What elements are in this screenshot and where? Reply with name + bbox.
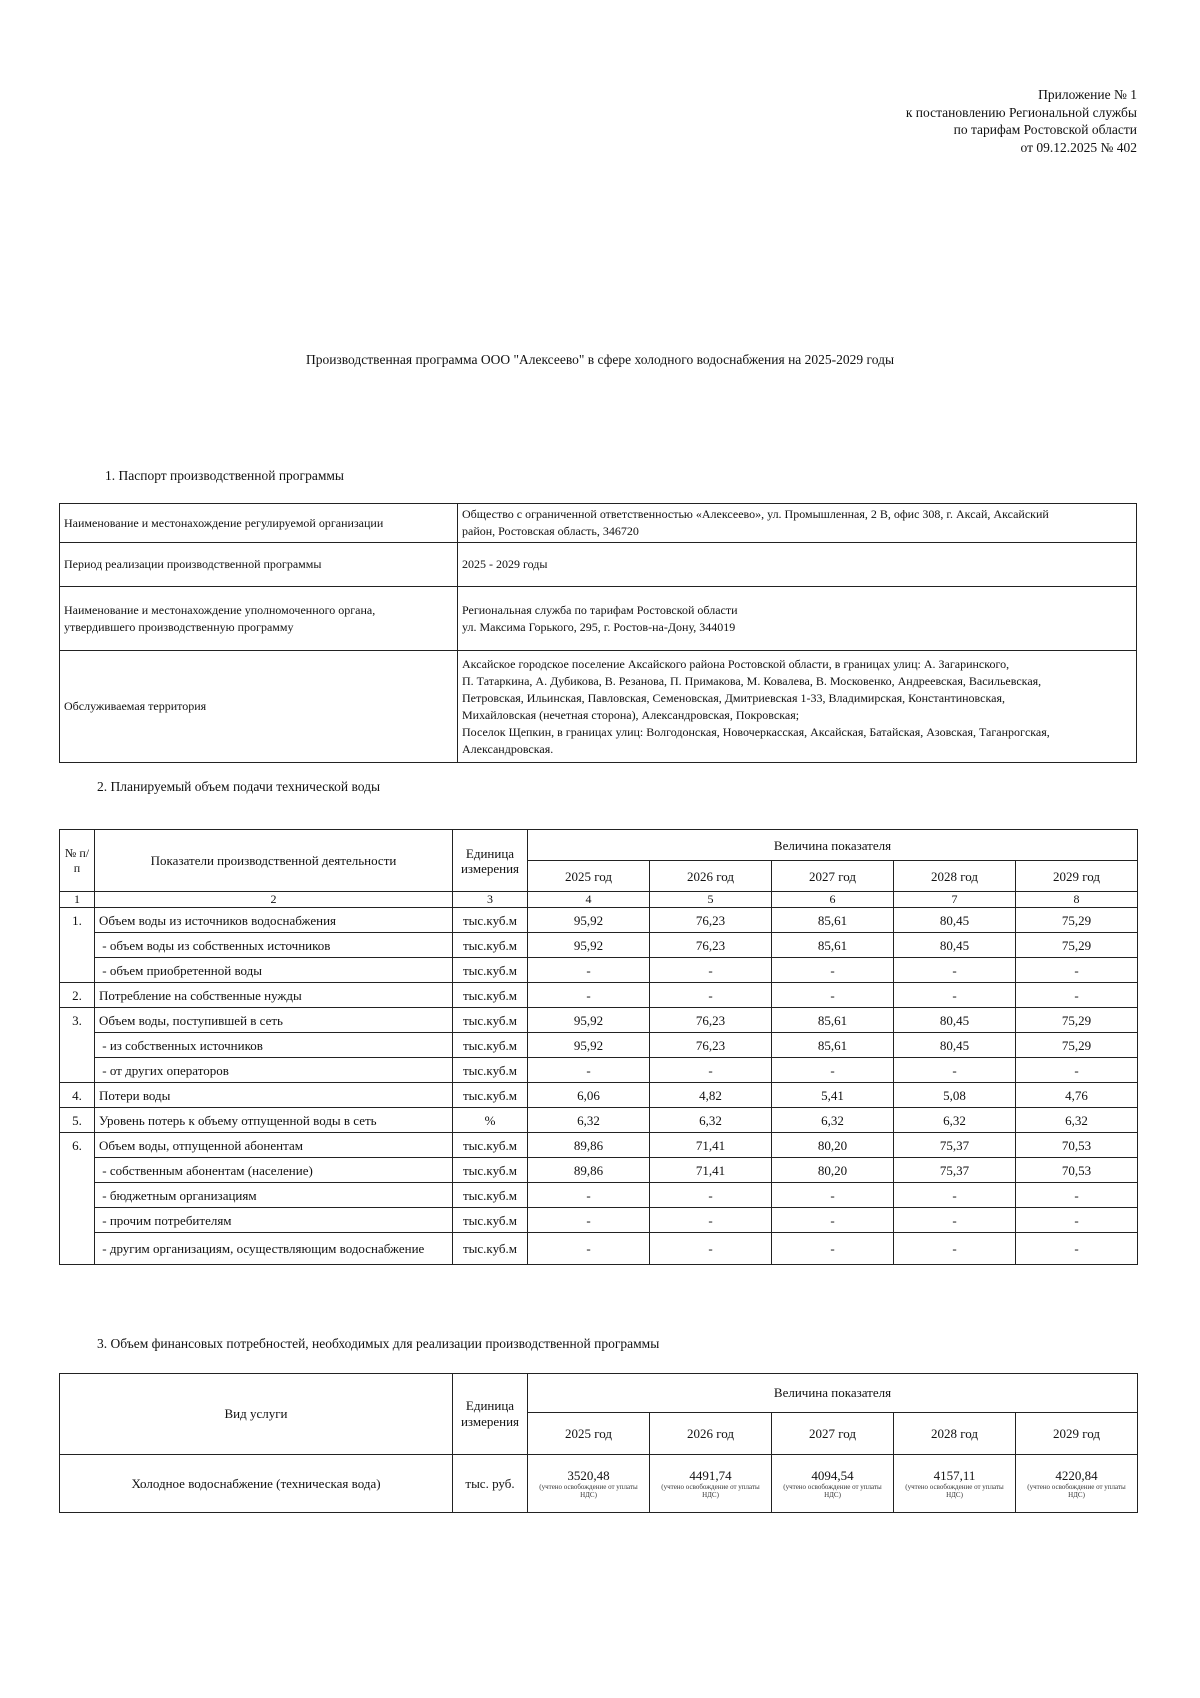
column-number: 2: [95, 892, 453, 908]
row-value: 71,41: [650, 1133, 772, 1158]
row-value: 75,29: [1016, 908, 1138, 933]
row-indicator: - объем воды из собственных источников: [95, 933, 453, 958]
row-unit: тыс.куб.м: [453, 1158, 528, 1183]
passport-table: [59, 503, 1137, 763]
document-title: Производственная программа ООО "Алексеево" в сфере холодного водоснабжения на 2025-2029 годы: [305, 352, 895, 367]
row-value: 70,53: [1016, 1133, 1138, 1158]
row-value: 80,45: [894, 933, 1016, 958]
row-value: -: [894, 1058, 1016, 1083]
row-value: -: [894, 1208, 1016, 1233]
column-number: 7: [894, 892, 1016, 908]
finance-header-row: [60, 1374, 1138, 1413]
finance-note: (учтено освобождение от уплаты НДС): [661, 1483, 760, 1499]
finance-note: (учтено освобождение от уплаты НДС): [1027, 1483, 1126, 1499]
col-indicator-header: Показатели производственной деятельности: [95, 830, 453, 892]
table-row: [60, 933, 1138, 958]
row-value: 89,86: [528, 1133, 650, 1158]
row-value: -: [1016, 1208, 1138, 1233]
passport-value-line: Петровская, Ильинская, Павловская, Семеновская, Дмитриевская 1-33, Владимирская, Константиновская,: [462, 690, 1005, 705]
row-value: 75,29: [1016, 933, 1138, 958]
row-indicator: Потери воды: [95, 1083, 453, 1108]
row-value: -: [650, 983, 772, 1008]
passport-value-line: Аксайское городское поселение Аксайского района Ростовской области, в границах улиц: А. Загаринского,: [462, 656, 1010, 671]
approval-line-2: к постановлению Региональной службы: [905, 104, 1137, 120]
row-indicator: - собственным абонентам (население): [95, 1158, 453, 1183]
table-row: [60, 1158, 1138, 1183]
header-row: [60, 830, 1138, 861]
passport-value: [458, 504, 1137, 543]
row-value: -: [1016, 983, 1138, 1008]
row-unit: тыс.куб.м: [453, 1058, 528, 1083]
col-num-header: № п/п: [60, 830, 95, 892]
row-value: -: [528, 1208, 650, 1233]
passport-row: [60, 587, 1137, 651]
finance-note: (учтено освобождение от уплаты НДС): [539, 1483, 638, 1499]
row-indicator: - от других операторов: [95, 1058, 453, 1083]
table-row: [60, 1083, 1138, 1108]
column-number: 1: [60, 892, 95, 908]
finance-value: 4491,74: [689, 1468, 732, 1483]
column-number: 3: [453, 892, 528, 908]
row-unit: тыс.куб.м: [453, 908, 528, 933]
finance-cell: [772, 1455, 894, 1513]
finance-cell: [1016, 1455, 1138, 1513]
row-value: -: [1016, 958, 1138, 983]
row-number: 2.: [60, 983, 95, 1008]
year-header: 2028 год: [894, 1413, 1016, 1455]
row-unit: тыс.куб.м: [453, 1233, 528, 1265]
row-indicator: Уровень потерь к объему отпущенной воды в сеть: [95, 1108, 453, 1133]
passport-row: [60, 543, 1137, 587]
row-value: 95,92: [528, 908, 650, 933]
passport-value-line: Общество с ограниченной ответственностью «Алексеево», ул. Промышленная, 2 В, офис 308, г. Аксай, Аксайский: [462, 507, 1049, 521]
row-value: 76,23: [650, 1008, 772, 1033]
row-value: 80,20: [772, 1133, 894, 1158]
row-value: 5,41: [772, 1083, 894, 1108]
finance-cell: [528, 1455, 650, 1513]
row-value: -: [650, 958, 772, 983]
section-2-heading: 2. Планируемый объем подачи технической воды: [97, 779, 381, 794]
year-header: 2025 год: [528, 861, 650, 892]
finance-table: [59, 1373, 1138, 1513]
row-indicator: - из собственных источников: [95, 1033, 453, 1058]
row-value: -: [528, 983, 650, 1008]
column-number: 5: [650, 892, 772, 908]
passport-key: Период реализации производственной программы: [60, 543, 458, 587]
row-value: -: [894, 1233, 1016, 1265]
row-value: -: [528, 1233, 650, 1265]
passport-value: 2025 - 2029 годы: [458, 543, 1137, 587]
passport-key-line: Наименование и местонахождение уполномоченного органа,: [64, 602, 376, 617]
row-number: 5.: [60, 1108, 95, 1133]
column-number: 8: [1016, 892, 1138, 908]
row-value: 95,92: [528, 1033, 650, 1058]
table-row: [60, 1183, 1138, 1208]
row-number: [60, 958, 95, 983]
passport-value-line: П. Татаркина, А. Дубикова, В. Резанова, П. Примакова, М. Ковалева, В. Московенко, Андреевская, Васильевская,: [462, 673, 1042, 688]
row-indicator: Потребление на собственные нужды: [95, 983, 453, 1008]
year-header: 2026 год: [650, 861, 772, 892]
passport-key-line: утвердившего производственную программу: [64, 619, 294, 634]
row-value: -: [894, 958, 1016, 983]
passport-row: [60, 504, 1137, 543]
row-unit: тыс.куб.м: [453, 983, 528, 1008]
row-value: 70,53: [1016, 1158, 1138, 1183]
row-number: [60, 1158, 95, 1183]
passport-value-line: Михайловская (нечетная сторона), Александровская, Покровская;: [462, 707, 800, 722]
row-value: 85,61: [772, 908, 894, 933]
row-value: -: [894, 1183, 1016, 1208]
passport-value-line: Александровская.: [462, 741, 554, 756]
approval-line-1: Приложение № 1: [1038, 87, 1137, 102]
table-row: [60, 1208, 1138, 1233]
section-1-heading: 1. Паспорт производственной программы: [105, 468, 344, 483]
table-row: [60, 1008, 1138, 1033]
passport-value: [458, 651, 1137, 763]
row-value: 95,92: [528, 1008, 650, 1033]
row-value: 76,23: [650, 908, 772, 933]
finance-value: 3520,48: [567, 1468, 610, 1483]
col-value-header: Величина показателя: [528, 830, 1138, 861]
finance-value: 4094,54: [811, 1468, 854, 1483]
passport-value-line: район, Ростовская область, 346720: [462, 524, 639, 538]
row-value: -: [772, 983, 894, 1008]
row-value: 80,45: [894, 1008, 1016, 1033]
row-indicator: Объем воды, поступившей в сеть: [95, 1008, 453, 1033]
table-row: [60, 908, 1138, 933]
passport-key: Обслуживаемая территория: [60, 651, 458, 763]
row-value: 85,61: [772, 1008, 894, 1033]
finance-value: 4220,84: [1055, 1468, 1098, 1483]
passport-value-line: ул. Максима Горького, 295, г. Ростов-на-Дону, 344019: [462, 619, 736, 634]
row-unit: тыс.куб.м: [453, 1083, 528, 1108]
passport-value-line: Поселок Щепкин, в границах улиц: Волгодонская, Новочеркасская, Аксайская, Батайская, Азовская, Таганрогская,: [462, 724, 1050, 739]
row-unit: тыс.куб.м: [453, 1133, 528, 1158]
row-indicator: - прочим потребителям: [95, 1208, 453, 1233]
row-number: 3.: [60, 1008, 95, 1033]
row-indicator: - объем приобретенной воды: [95, 958, 453, 983]
row-value: 75,29: [1016, 1008, 1138, 1033]
service-unit: тыс. руб.: [453, 1455, 528, 1513]
row-value: 80,45: [894, 1033, 1016, 1058]
row-indicator: Объем воды из источников водоснабжения: [95, 908, 453, 933]
row-value: -: [772, 1233, 894, 1265]
row-value: -: [1016, 1058, 1138, 1083]
finance-data-row: [60, 1455, 1138, 1513]
row-value: -: [528, 1058, 650, 1083]
row-value: 75,37: [894, 1158, 1016, 1183]
row-unit: %: [453, 1108, 528, 1133]
row-value: -: [1016, 1233, 1138, 1265]
year-header: 2026 год: [650, 1413, 772, 1455]
table-row: [60, 1033, 1138, 1058]
row-value: 80,45: [894, 908, 1016, 933]
section-3-heading: 3. Объем финансовых потребностей, необходимых для реализации производственной программы: [97, 1336, 660, 1351]
row-number: [60, 1058, 95, 1083]
table-row: [60, 1058, 1138, 1083]
approval-line-4: от 09.12.2025 № 402: [1020, 139, 1137, 155]
row-value: 5,08: [894, 1083, 1016, 1108]
row-value: 95,92: [528, 933, 650, 958]
service-header: Вид услуги: [60, 1374, 453, 1455]
row-value: 6,32: [528, 1108, 650, 1133]
row-value: 80,20: [772, 1158, 894, 1183]
row-value: 6,06: [528, 1083, 650, 1108]
row-value: -: [650, 1233, 772, 1265]
volume-rows: [60, 908, 1138, 1265]
row-unit: тыс.куб.м: [453, 1183, 528, 1208]
passport-row: [60, 651, 1137, 763]
passport-value-line: Региональная служба по тарифам Ростовской области: [462, 602, 738, 617]
row-value: -: [772, 958, 894, 983]
year-header: 2028 год: [894, 861, 1016, 892]
row-number: [60, 1233, 95, 1265]
year-header: 2025 год: [528, 1413, 650, 1455]
volumes-table: [59, 829, 1138, 1265]
row-value: -: [772, 1183, 894, 1208]
row-number: 1.: [60, 908, 95, 933]
table-row: [60, 958, 1138, 983]
finance-note: (учтено освобождение от уплаты НДС): [905, 1483, 1004, 1499]
row-number: [60, 1208, 95, 1233]
value-header: Величина показателя: [528, 1374, 1138, 1413]
row-value: -: [528, 958, 650, 983]
row-value: 4,76: [1016, 1083, 1138, 1108]
unit-header: Единица измерения: [453, 1374, 528, 1455]
finance-cell: [894, 1455, 1016, 1513]
row-unit: тыс.куб.м: [453, 1008, 528, 1033]
column-number: 4: [528, 892, 650, 908]
row-value: -: [894, 983, 1016, 1008]
service-name: Холодное водоснабжение (техническая вода): [60, 1455, 453, 1513]
table-row: [60, 1133, 1138, 1158]
row-number: 4.: [60, 1083, 95, 1108]
row-unit: тыс.куб.м: [453, 1033, 528, 1058]
row-value: 6,32: [894, 1108, 1016, 1133]
row-unit: тыс.куб.м: [453, 958, 528, 983]
column-number-row: [60, 892, 1138, 908]
row-value: 4,82: [650, 1083, 772, 1108]
row-value: -: [772, 1208, 894, 1233]
row-value: -: [650, 1208, 772, 1233]
row-value: -: [650, 1183, 772, 1208]
approval-line-3: по тарифам Ростовской области: [953, 122, 1137, 137]
row-value: 75,37: [894, 1133, 1016, 1158]
row-value: 76,23: [650, 933, 772, 958]
row-value: -: [772, 1058, 894, 1083]
row-value: 85,61: [772, 933, 894, 958]
column-number: 6: [772, 892, 894, 908]
row-unit: тыс.куб.м: [453, 1208, 528, 1233]
passport-key: Наименование и местонахождение регулируемой организации: [60, 504, 458, 543]
table-row: [60, 983, 1138, 1008]
row-value: -: [1016, 1183, 1138, 1208]
row-value: -: [650, 1058, 772, 1083]
row-value: 89,86: [528, 1158, 650, 1183]
row-value: 71,41: [650, 1158, 772, 1183]
passport-key: [60, 587, 458, 651]
table-row: [60, 1108, 1138, 1133]
approval-block: [797, 86, 1137, 156]
year-header: 2029 год: [1016, 1413, 1138, 1455]
year-header: 2027 год: [772, 1413, 894, 1455]
row-value: -: [528, 1183, 650, 1208]
year-header: 2027 год: [772, 861, 894, 892]
year-header: 2029 год: [1016, 861, 1138, 892]
row-indicator: - другим организациям, осуществляющим водоснабжение: [95, 1233, 453, 1265]
finance-value: 4157,11: [933, 1468, 976, 1483]
table-row: [60, 1233, 1138, 1265]
row-indicator: Объем воды, отпущенной абонентам: [95, 1133, 453, 1158]
row-number: [60, 1033, 95, 1058]
row-value: 6,32: [650, 1108, 772, 1133]
row-unit: тыс.куб.м: [453, 933, 528, 958]
row-value: 6,32: [1016, 1108, 1138, 1133]
row-value: 76,23: [650, 1033, 772, 1058]
col-unit-header: Единица измерения: [453, 830, 528, 892]
row-number: 6.: [60, 1133, 95, 1158]
row-number: [60, 933, 95, 958]
row-number: [60, 1183, 95, 1208]
row-indicator: - бюджетным организациям: [95, 1183, 453, 1208]
passport-value: [458, 587, 1137, 651]
row-value: 75,29: [1016, 1033, 1138, 1058]
finance-note: (учтено освобождение от уплаты НДС): [783, 1483, 882, 1499]
row-value: 6,32: [772, 1108, 894, 1133]
row-value: 85,61: [772, 1033, 894, 1058]
finance-cell: [650, 1455, 772, 1513]
